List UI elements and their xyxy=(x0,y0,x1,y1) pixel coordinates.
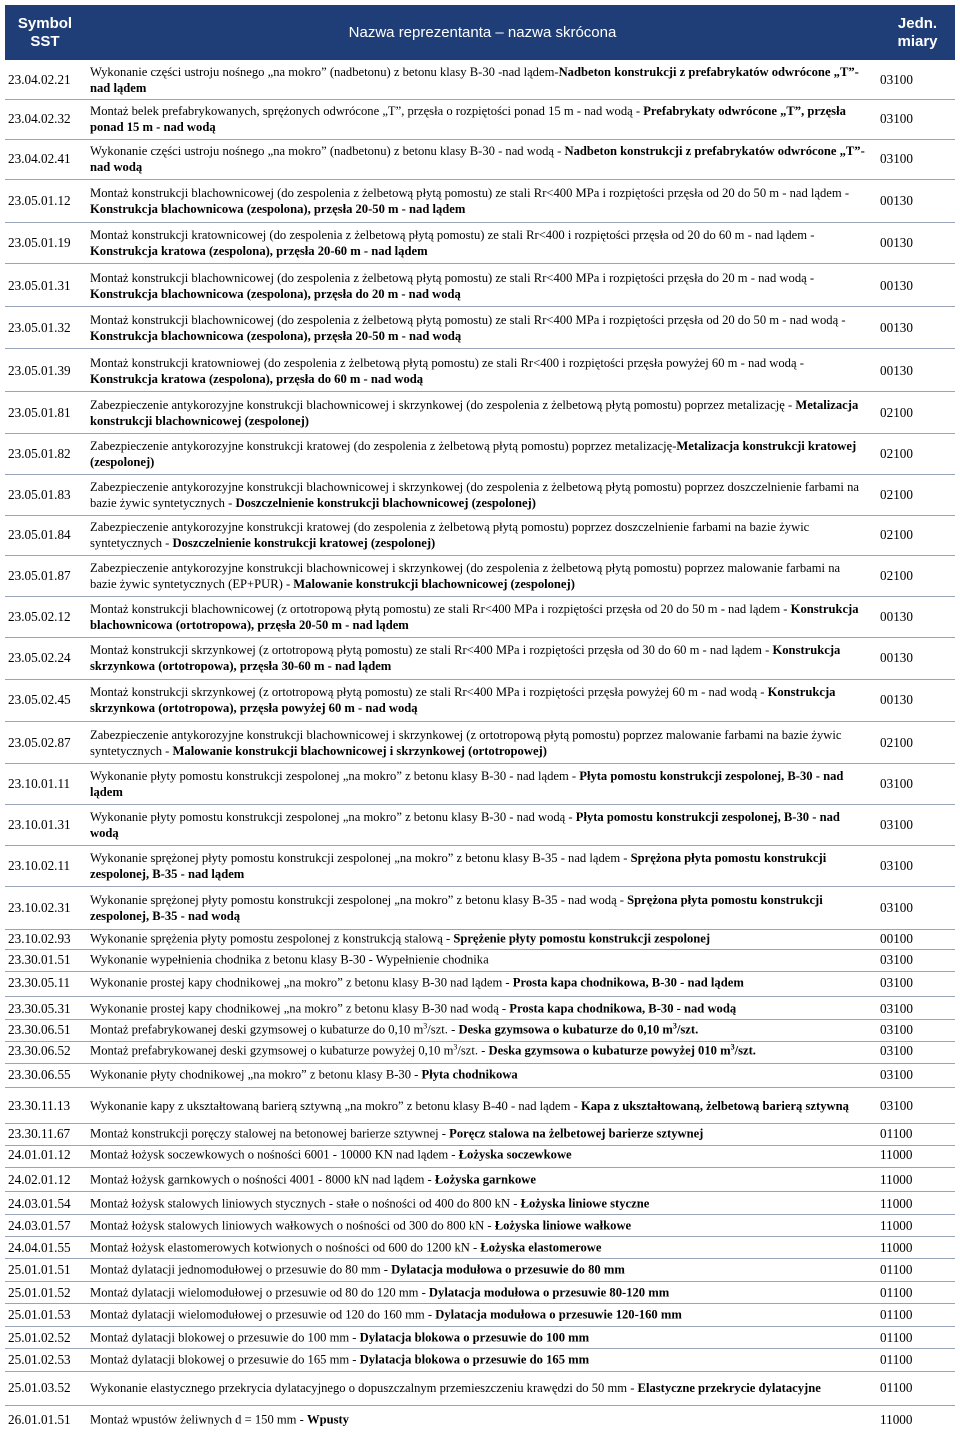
row-divider xyxy=(5,222,955,223)
row-description xyxy=(90,103,865,135)
table-row xyxy=(0,1194,960,1213)
row-symbol: 23.05.01.12 xyxy=(8,193,71,208)
row-symbol: 23.04.02.21 xyxy=(8,72,71,87)
table-row xyxy=(0,1170,960,1190)
row-description xyxy=(90,601,865,633)
row-short-name: Konstrukcja kratowa (zespolona), przęsła do 60 m - nad wodą xyxy=(90,372,424,386)
row-description-plain: Montaż łożysk stalowych liniowych wałkowych o nośności od 300 do 800 kN - xyxy=(90,1218,495,1232)
row-unit: 01100 xyxy=(880,1262,913,1277)
row-short-name: Konstrukcja blachownicowa (zespolona), przęsła 20-50 m - nad lądem xyxy=(90,202,466,216)
row-description xyxy=(90,1218,865,1233)
row-unit: 03100 xyxy=(880,974,913,990)
table-row xyxy=(0,806,960,844)
row-description-plain: Montaż prefabrykowanej deski gzymsowej o kubaturze do 0,10 m xyxy=(90,1022,424,1037)
row-description-plain: Wykonanie sprężonej płyty pomostu konstrukcji zespolonej „na mokro” z betonu klasy B-35 - nad lądem - xyxy=(90,850,631,865)
row-description xyxy=(90,227,865,259)
row-symbol: 23.05.01.82 xyxy=(8,446,71,461)
table-row xyxy=(0,1305,960,1325)
row-unit: 02100 xyxy=(880,527,913,542)
row-short-name: Konstrukcja blachownicowa (zespolona), przęsła 20-50 m - nad wodą xyxy=(90,329,462,343)
row-unit: 02100 xyxy=(880,446,913,461)
row-symbol: 23.05.01.87 xyxy=(8,568,71,583)
row-divider xyxy=(5,1281,955,1282)
row-description xyxy=(90,1098,865,1114)
row-unit: 03100 xyxy=(880,111,913,126)
table-row xyxy=(0,100,960,138)
row-short-name: Elastyczne przekrycie dylatacyjne xyxy=(637,1381,821,1395)
row-description-plain: Zabezpieczenie antykorozyjne konstrukcji blachownicowej i skrzynkowej (do zespolenia z żelbetową płytą pomostu) poprzez metalizację - xyxy=(90,397,796,412)
row-symbol: 25.01.03.52 xyxy=(8,1380,71,1395)
table-row xyxy=(0,435,960,473)
row-divider xyxy=(5,555,955,556)
row-divider xyxy=(5,1405,955,1406)
row-symbol: 25.01.01.53 xyxy=(8,1307,71,1322)
row-description-plain: Wykonanie płyty pomostu konstrukcji zespolonej „na mokro” z betonu klasy B-30 - nad lądem - xyxy=(90,769,580,783)
header-unit: Jedn. miary xyxy=(880,5,955,60)
row-description-plain: Wykonanie części ustroju nośnego „na mokro” (nadbetonu) z betonu klasy B-30 -nad lądem- xyxy=(90,65,559,79)
row-symbol: 24.04.01.55 xyxy=(8,1239,71,1255)
row-symbol: 26.01.01.51 xyxy=(8,1412,71,1427)
row-short-name: /szt. xyxy=(676,1022,699,1037)
table-row xyxy=(0,930,960,948)
row-unit: 03100 xyxy=(880,1098,913,1113)
row-divider xyxy=(5,1087,955,1088)
row-description xyxy=(90,1380,865,1396)
table-row xyxy=(0,62,960,98)
row-description xyxy=(90,438,865,470)
row-short-name: Prosta kapa chodnikowa, B-30 - nad lądem xyxy=(512,975,744,989)
row-unit: 03100 xyxy=(880,857,913,873)
table-row xyxy=(0,181,960,221)
row-short-name: Metalizacja konstrukcji blachownicowej (zespolonej) xyxy=(90,397,859,428)
row-description xyxy=(90,892,865,924)
row-symbol: 24.02.01.12 xyxy=(8,1172,71,1187)
table-row xyxy=(0,476,960,514)
table-row xyxy=(0,1350,960,1370)
row-description xyxy=(90,1148,865,1163)
row-description-plain: Wykonanie wypełnienia chodnika z betonu klasy B-30 - Wypełnienie chodnika xyxy=(90,952,489,967)
row-description-plain: Montaż łożysk stalowych liniowych stycznych - stałe o nośności od 400 do 800 kN - xyxy=(90,1196,521,1210)
row-short-name: Prefabrykaty odwrócone „T”, przęsła ponad 15 m - nad wodą xyxy=(90,104,846,134)
row-short-name: Deska gzymsowa o kubaturze powyżej 010 m xyxy=(488,1043,731,1058)
row-symbol: 23.05.02.87 xyxy=(8,734,71,750)
row-unit: 00100 xyxy=(880,931,913,946)
row-symbol: 23.05.02.24 xyxy=(8,650,71,665)
table-row xyxy=(0,1408,960,1432)
row-short-name: Dylatacja blokowa o przesuwie do 165 mm xyxy=(359,1352,590,1367)
row-description xyxy=(90,519,865,551)
row-divider xyxy=(5,721,955,722)
table-row xyxy=(0,1000,960,1018)
row-short-name: Konstrukcja skrzynkowa (ortotropowa), przęsła powyżej 60 m - nad wodą xyxy=(90,685,836,715)
row-short-name: Nadbeton konstrukcji z prefabrykatów odwrócone „T”-nad lądem xyxy=(90,65,859,95)
row-symbol: 23.10.01.31 xyxy=(8,817,71,832)
row-description-plain: Montaż dylatacji wielomodułowej o przesuwie od 80 do 120 mm - xyxy=(90,1285,429,1299)
row-description-plain: /szt. - xyxy=(457,1043,489,1058)
row-unit: 01100 xyxy=(880,1352,913,1367)
row-symbol: 23.05.01.39 xyxy=(8,363,71,378)
row-description xyxy=(90,1044,865,1059)
table-row xyxy=(0,224,960,262)
row-description xyxy=(90,312,865,344)
row-short-name: Kapa z ukształtowaną, żelbetową barierą sztywną xyxy=(580,1099,849,1113)
table-row xyxy=(0,1283,960,1302)
row-divider xyxy=(5,1258,955,1259)
row-description-plain: Montaż konstrukcji skrzynkowej (z ortotropową płytą pomostu) ze stali Rr<400 MPa i rozpiętości przęsła od 30 do 60 m - nad lądem - xyxy=(90,643,773,657)
row-description-plain: Wykonanie prostej kapy chodnikowej „na mokro” z betonu klasy B-30 nad lądem - xyxy=(90,975,513,989)
row-unit: 11000 xyxy=(880,1195,913,1211)
row-symbol: 23.10.02.93 xyxy=(8,931,71,946)
row-short-name: Deska gzymsowa o kubaturze do 0,10 m xyxy=(458,1022,673,1037)
row-divider xyxy=(5,179,955,180)
row-description-plain: Zabezpieczenie antykorozyjne konstrukcji blachownicowej i skrzynkowej (do zespolenia z żelbetową płytą pomostu) poprzez malowanie farbami na bazie żywic syntetycznych (EP+PUR) - xyxy=(90,561,841,591)
table-row xyxy=(0,557,960,595)
row-symbol: 24.03.01.57 xyxy=(8,1217,71,1233)
row-symbol: 23.30.06.51 xyxy=(8,1022,71,1037)
row-divider xyxy=(5,391,955,392)
row-symbol: 25.01.02.53 xyxy=(8,1352,71,1367)
row-description xyxy=(90,684,865,716)
header-symbol: Symbol SST xyxy=(5,5,85,60)
row-description-plain: /szt. - xyxy=(427,1022,459,1037)
superscript: 3 xyxy=(730,1042,735,1052)
row-short-name: Prosta kapa chodnikowa, B-30 - nad wodą xyxy=(509,1001,737,1016)
row-description xyxy=(90,1023,865,1038)
row-short-name: Łożyska liniowe wałkowe xyxy=(494,1218,632,1232)
row-divider xyxy=(5,763,955,764)
table-row xyxy=(0,723,960,762)
table-header xyxy=(5,5,955,60)
row-unit: 03100 xyxy=(880,817,913,832)
row-description xyxy=(90,1308,865,1323)
row-divider xyxy=(5,1348,955,1349)
row-short-name: Metalizacja konstrukcji kratowej (zespolonej) xyxy=(90,439,857,469)
row-symbol: 23.05.01.83 xyxy=(8,487,71,502)
row-description xyxy=(90,642,865,674)
row-description-plain: Montaż konstrukcji blachownicowej (do zespolenia z żelbetową płytą pomostu) ze stali Rr<400 MPa i rozpiętości przęsła od 20 do 50 m - nad lądem - xyxy=(90,186,850,200)
row-unit: 03100 xyxy=(880,1067,913,1082)
row-short-name: Płyta pomostu konstrukcji zespolonej, B-30 - nad lądem xyxy=(90,769,844,799)
row-unit: 02100 xyxy=(880,568,913,583)
row-description-plain: Wykonanie płyty pomostu konstrukcji zespolonej „na mokro” z betonu klasy B-30 - nad wodą - xyxy=(90,810,576,824)
table-row xyxy=(0,597,960,636)
superscript: 3 xyxy=(672,1021,677,1031)
row-short-name: Łożyska liniowe styczne xyxy=(520,1196,650,1210)
row-short-name: Dylatacja modułowa o przesuwie do 80 mm xyxy=(391,1262,625,1277)
row-short-name: Konstrukcja blachownicowa (ortotropowa), przęsła 20-50 m - nad lądem xyxy=(90,601,859,632)
row-description xyxy=(90,1353,865,1368)
table-row xyxy=(0,1216,960,1235)
row-symbol: 25.01.02.52 xyxy=(8,1329,71,1345)
row-description-plain: Montaż konstrukcji blachownicowej (do zespolenia z żelbetową płytą pomostu) ze stali Rr<400 MPa i rozpiętości przęsła do 20 m - nad wodą - xyxy=(90,270,815,285)
row-description xyxy=(90,1263,865,1278)
row-description xyxy=(90,397,865,429)
row-symbol: 25.01.01.51 xyxy=(8,1262,71,1277)
row-description-plain: Zabezpieczenie antykorozyjne konstrukcji blachownicowej i skrzynkowej (z ortotropową płytą pomostu) poprzez malowanie farbami na bazie żywic syntetycznych - xyxy=(90,727,842,758)
row-unit: 11000 xyxy=(880,1147,913,1162)
table-row xyxy=(0,352,960,390)
row-symbol: 23.30.01.51 xyxy=(8,952,71,967)
table-row xyxy=(0,1040,960,1062)
superscript: 3 xyxy=(453,1042,458,1052)
row-short-name: Dylatacja modułowa o przesuwie 120-160 mm xyxy=(435,1307,682,1322)
row-description xyxy=(90,185,865,217)
row-description-plain: Wykonanie kapy z ukształtowaną barierą sztywną „na mokro” z betonu klasy B-40 - nad lądem - xyxy=(90,1099,581,1113)
row-short-name: Doszczelnienie konstrukcji blachownicowej (zespolonej) xyxy=(235,496,536,510)
row-unit: 00130 xyxy=(880,363,913,378)
row-description xyxy=(90,727,865,759)
row-description xyxy=(90,809,865,841)
row-unit: 11000 xyxy=(880,1172,913,1187)
row-description xyxy=(90,850,865,882)
row-description-plain: Montaż prefabrykowanej deski gzymsowej o kubaturze powyżej 0,10 m xyxy=(90,1043,454,1058)
row-description-plain: Zabezpieczenie antykorozyjne konstrukcji kratowej (do zespolenia z żelbetową płytą pomostu) poprzez doszczelnienie farbami na bazie żywic syntetycznych - xyxy=(90,520,810,550)
row-description xyxy=(90,1330,865,1345)
table-row xyxy=(0,309,960,347)
row-description-plain: Montaż belek prefabrykowanych, sprężonych odwrócone „T”, przęsła o rozpiętości ponad 15 m - nad wodą - xyxy=(90,104,644,118)
table-row xyxy=(0,1064,960,1086)
row-short-name: Konstrukcja skrzynkowa (ortotropowa), przęsła 30-60 m - nad lądem xyxy=(90,643,841,673)
row-unit: 03100 xyxy=(880,899,913,915)
header-name: Nazwa reprezentanta – nazwa skrócona xyxy=(85,5,880,60)
row-unit: 11000 xyxy=(880,1412,913,1427)
row-symbol: 23.30.05.31 xyxy=(8,1001,71,1016)
row-description xyxy=(90,1068,865,1083)
row-description xyxy=(90,355,865,387)
row-description-plain: Montaż łożysk elastomerowych kotwionych o nośności od 600 do 1200 kN - xyxy=(90,1240,481,1254)
row-unit: 11000 xyxy=(880,1239,913,1255)
row-symbol: 23.10.02.31 xyxy=(8,899,71,915)
row-short-name: Malowanie konstrukcji blachownicowej i skrzynkowej (ortotropowej) xyxy=(172,743,547,758)
row-description xyxy=(90,64,865,96)
row-symbol: 23.05.01.84 xyxy=(8,527,71,542)
table-row xyxy=(0,1260,960,1280)
table-row xyxy=(0,680,960,720)
row-description xyxy=(90,1240,865,1255)
row-description xyxy=(90,1285,865,1300)
row-description-plain: Montaż dylatacji blokowej o przesuwie do 165 mm - xyxy=(90,1352,360,1367)
row-short-name: Doszczelnienie konstrukcji kratowej (zespolonej) xyxy=(172,536,436,550)
row-description xyxy=(90,768,865,800)
table-row xyxy=(0,1144,960,1166)
row-symbol: 23.10.02.11 xyxy=(8,857,71,873)
row-divider xyxy=(5,263,955,264)
row-divider xyxy=(5,804,955,805)
row-short-name: Dylatacja modułowa o przesuwie 80-120 mm xyxy=(428,1285,670,1299)
row-description xyxy=(90,1002,865,1017)
row-divider xyxy=(5,1167,955,1168)
row-unit: 01100 xyxy=(880,1126,913,1141)
row-description-plain: Montaż łożysk garnkowych o nośności 4001 - 8000 kN nad lądem - xyxy=(90,1172,435,1187)
table-row xyxy=(0,765,960,803)
row-description-plain: Montaż łożysk soczewkowych o nośności 6001 - 10000 KN nad lądem - xyxy=(90,1147,459,1162)
row-description xyxy=(90,1413,865,1428)
row-unit: 03100 xyxy=(880,1001,913,1016)
row-unit: 02100 xyxy=(880,487,913,502)
table-row xyxy=(0,638,960,678)
row-description-plain: Montaż dylatacji blokowej o przesuwie do 100 mm - xyxy=(90,1330,360,1344)
table-row xyxy=(0,1372,960,1404)
row-symbol: 23.04.02.41 xyxy=(8,151,71,166)
table-row xyxy=(0,970,960,995)
table-row xyxy=(0,1020,960,1040)
row-description xyxy=(90,479,865,511)
row-unit: 01100 xyxy=(880,1307,913,1322)
row-divider xyxy=(5,1303,955,1304)
row-unit: 02100 xyxy=(880,404,913,420)
row-symbol: 23.05.01.19 xyxy=(8,235,71,250)
row-unit: 01100 xyxy=(880,1380,913,1395)
row-description xyxy=(90,1196,865,1211)
row-divider xyxy=(5,1191,955,1192)
table-row xyxy=(0,140,960,178)
row-unit: 01100 xyxy=(880,1329,913,1345)
table-row xyxy=(0,1238,960,1257)
row-symbol: 23.10.01.11 xyxy=(8,776,71,791)
table-row xyxy=(0,1124,960,1144)
row-symbol: 23.05.01.31 xyxy=(8,277,71,293)
row-short-name: Konstrukcja kratowa (zespolona), przęsła 20-60 m - nad lądem xyxy=(90,244,428,258)
row-unit: 00130 xyxy=(880,692,913,707)
row-description xyxy=(90,975,865,990)
row-short-name: /szt. xyxy=(734,1043,756,1058)
row-divider xyxy=(5,1326,955,1327)
row-short-name: Nadbeton konstrukcji z prefabrykatów odwrócone „T”-nad wodą xyxy=(90,144,865,174)
row-unit: 00130 xyxy=(880,650,913,665)
row-description-plain: Zabezpieczenie antykorozyjne konstrukcji kratowej (do zespolenia z żelbetową płytą pomostu) poprzez metalizację- xyxy=(90,439,677,453)
table-row xyxy=(0,1090,960,1122)
row-unit: 00130 xyxy=(880,608,913,624)
row-short-name: Płyta chodnikowa xyxy=(421,1067,518,1082)
row-description-plain: Montaż konstrukcji skrzynkowej (z ortotropową płytą pomostu) ze stali Rr<400 MPa i rozpiętości przęsła powyżej 60 m - nad wodą - xyxy=(90,685,768,699)
row-unit: 00130 xyxy=(880,320,913,335)
row-description-plain: Wykonanie części ustroju nośnego „na mokro” (nadbetonu) z betonu klasy B-30 - nad wodą - xyxy=(90,144,565,158)
row-short-name: Konstrukcja blachownicowa (zespolona), przęsła do 20 m - nad wodą xyxy=(90,286,461,301)
row-short-name: Sprężenie płyty pomostu konstrukcji zespolonej xyxy=(453,931,711,946)
row-symbol: 23.30.06.55 xyxy=(8,1067,71,1082)
row-description-plain: Montaż wpustów żeliwnych d = 150 mm - xyxy=(90,1412,307,1427)
row-symbol: 23.30.06.52 xyxy=(8,1043,71,1058)
row-description-plain: Montaż konstrukcji blachownicowej (do zespolenia z żelbetową płytą pomostu) ze stali Rr<400 MPa i rozpiętości przęsła od 20 do 50 m - nad wodą - xyxy=(90,313,846,327)
row-symbol: 24.01.01.12 xyxy=(8,1147,71,1162)
row-unit: 00130 xyxy=(880,193,913,208)
row-description-plain: Montaż konstrukcji kratownicowej (do zespolenia z żelbetową płytą pomostu) ze stali Rr<400 i rozpiętości przęsła od 20 do 60 m - nad lądem - xyxy=(90,228,815,242)
row-unit: 03100 xyxy=(880,72,913,87)
row-short-name: Łożyska garnkowe xyxy=(434,1172,536,1187)
row-unit: 03100 xyxy=(880,1043,913,1058)
row-unit: 11000 xyxy=(880,1217,913,1233)
row-divider xyxy=(5,474,955,475)
row-short-name: Poręcz stalowa na żelbetowej barierze sztywnej xyxy=(449,1126,704,1141)
row-short-name: Malowanie konstrukcji blachownicowej (zespolonej) xyxy=(293,577,575,591)
table-row xyxy=(0,516,960,554)
row-short-name: Płyta pomostu konstrukcji zespolonej, B-30 - nad wodą xyxy=(90,810,840,840)
row-symbol: 23.30.05.11 xyxy=(8,974,71,990)
table-row xyxy=(0,393,960,432)
row-symbol: 25.01.01.52 xyxy=(8,1284,71,1300)
row-unit: 03100 xyxy=(880,952,913,967)
row-symbol: 23.05.02.45 xyxy=(8,692,71,707)
row-description-plain: Montaż dylatacji jednomodułowej o przesuwie do 80 mm - xyxy=(90,1262,392,1277)
row-description-plain: Montaż konstrukcji blachownicowej (z ortotropową płytą pomostu) ze stali Rr<400 MPa i rozpiętości przęsła od 20 do 50 m - nad lądem - xyxy=(90,601,791,616)
row-short-name: Sprężona płyta pomostu konstrukcji zespolonej, B-35 - nad lądem xyxy=(90,850,827,881)
row-symbol: 24.03.01.54 xyxy=(8,1195,71,1211)
table-row xyxy=(0,887,960,928)
row-description-plain: Wykonanie sprężonej płyty pomostu konstrukcji zespolonej „na mokro” z betonu klasy B-35 - nad wodą - xyxy=(90,892,628,907)
table-row xyxy=(0,266,960,305)
row-symbol: 23.05.01.81 xyxy=(8,404,71,420)
row-unit: 00130 xyxy=(880,277,913,293)
row-description xyxy=(90,932,865,947)
row-unit: 00130 xyxy=(880,235,913,250)
row-description xyxy=(90,1173,865,1188)
row-description-plain: Montaż konstrukcji kratowniowej (do zespolenia z żelbetową płytą pomostu) ze stali Rr<400 i rozpiętości przęsła powyżej 60 m - nad wodą - xyxy=(90,356,804,370)
row-divider xyxy=(5,996,955,997)
row-short-name: Sprężona płyta pomostu konstrukcji zespolonej, B-35 - nad wodą xyxy=(90,892,823,923)
superscript: 3 xyxy=(423,1021,428,1031)
table-row xyxy=(0,950,960,970)
row-description-plain: Wykonanie elastycznego przekrycia dylatacyjnego o dopuszczalnym przemieszczeniu krawędzi do 50 mm - xyxy=(90,1381,638,1395)
row-divider xyxy=(5,1236,955,1237)
row-description xyxy=(90,143,865,175)
row-symbol: 23.30.11.67 xyxy=(8,1126,71,1141)
row-short-name: Łożyska soczewkowe xyxy=(458,1147,572,1162)
row-description-plain: Montaż konstrukcji poręczy stalowej na betonowej barierze sztywnej - xyxy=(90,1126,450,1141)
row-unit: 01100 xyxy=(880,1284,913,1300)
row-divider xyxy=(5,348,955,349)
row-description xyxy=(90,270,865,302)
row-divider xyxy=(5,433,955,434)
row-unit: 03100 xyxy=(880,151,913,166)
row-description-plain: Wykonanie sprężenia płyty pomostu zespolonej z konstrukcją stalową - xyxy=(90,931,454,946)
row-description-plain: Wykonanie prostej kapy chodnikowej „na mokro” z betonu klasy B-30 nad wodą - xyxy=(90,1001,510,1016)
row-description-plain: Montaż dylatacji wielomodułowej o przesuwie od 120 do 160 mm - xyxy=(90,1307,436,1322)
row-short-name: Łożyska elastomerowe xyxy=(480,1240,602,1254)
row-symbol: 23.05.01.32 xyxy=(8,320,71,335)
row-description xyxy=(90,560,865,592)
row-description xyxy=(90,953,865,968)
row-unit: 03100 xyxy=(880,776,913,791)
row-short-name: Dylatacja blokowa o przesuwie do 100 mm xyxy=(359,1330,590,1344)
row-symbol: 23.30.11.13 xyxy=(8,1098,71,1113)
row-unit: 02100 xyxy=(880,734,913,750)
row-symbol: 23.04.02.32 xyxy=(8,111,71,126)
row-unit: 03100 xyxy=(880,1022,913,1037)
row-divider xyxy=(5,1214,955,1215)
row-description-plain: Wykonanie płyty chodnikowej „na mokro” z betonu klasy B-30 - xyxy=(90,1067,422,1082)
table-row xyxy=(0,846,960,885)
table-row xyxy=(0,1328,960,1347)
row-divider xyxy=(5,306,955,307)
row-symbol: 23.05.02.12 xyxy=(8,608,71,624)
row-short-name: Wpusty xyxy=(306,1412,349,1427)
row-description xyxy=(90,1127,865,1142)
row-description-plain: Zabezpieczenie antykorozyjne konstrukcji blachownicowej i skrzynkowej (do zespolenia z żelbetową płytą pomostu) poprzez doszczelnienie farbami na bazie żywic syntetycznych - xyxy=(90,480,859,510)
